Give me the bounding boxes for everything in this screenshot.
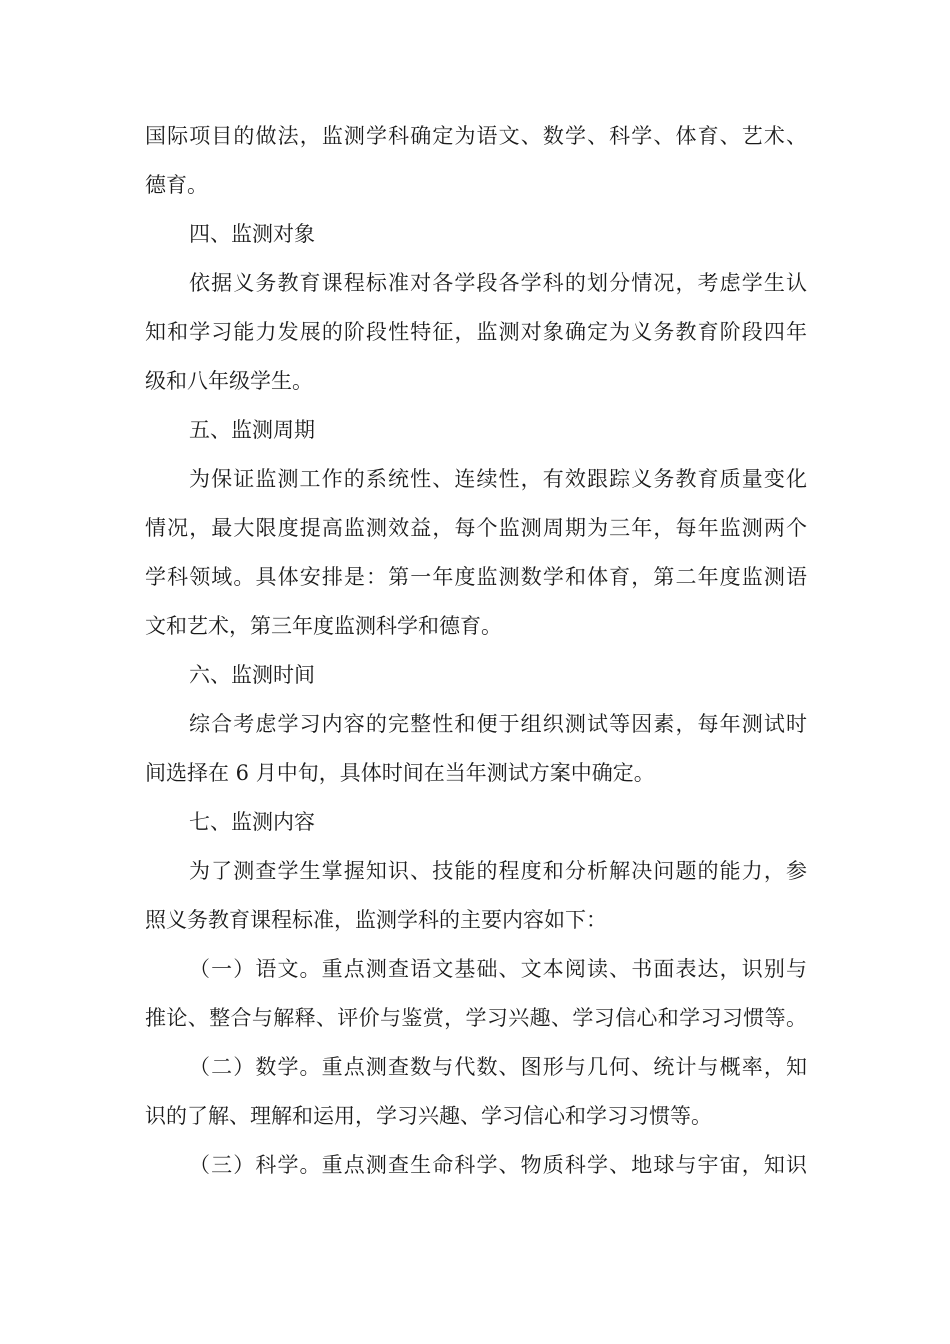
paragraph-line: 推论、整合与解释、评价与鉴赏，学习兴趣、学习信心和学习习惯等。	[145, 1006, 807, 1030]
paragraph-line: 级和八年级学生。	[145, 369, 313, 393]
paragraph-line: 国际项目的做法，监测学科确定为语文、数学、科学、体育、艺术、	[145, 124, 807, 148]
paragraph-line: 德育。	[145, 173, 208, 197]
section-heading: 五、监测周期	[189, 418, 315, 442]
paragraph-line: （二）数学。重点测查数与代数、图形与几何、统计与概率，知	[189, 1055, 807, 1079]
paragraph-line: 为保证监测工作的系统性、连续性，有效跟踪义务教育质量变化	[189, 467, 807, 491]
section-heading: 四、监测对象	[189, 222, 315, 246]
paragraph-line: 知和学习能力发展的阶段性特征，监测对象确定为义务教育阶段四年	[145, 320, 807, 344]
paragraph-line: 学科领域。具体安排是：第一年度监测数学和体育，第二年度监测语	[145, 565, 807, 589]
paragraph-line: 为了测查学生掌握知识、技能的程度和分析解决问题的能力，参	[189, 859, 807, 883]
paragraph-line: 文和艺术，第三年度监测科学和德育。	[145, 614, 502, 638]
paragraph-line: 间选择在 6 月中旬，具体时间在当年测试方案中确定。	[145, 761, 655, 785]
paragraph-line: 情况，最大限度提高监测效益，每个监测周期为三年，每年监测两个	[145, 516, 807, 540]
document-body	[145, 112, 807, 1190]
paragraph-line: 综合考虑学习内容的完整性和便于组织测试等因素，每年测试时	[189, 712, 807, 736]
section-heading: 六、监测时间	[189, 663, 315, 687]
paragraph-line: （三）科学。重点测查生命科学、物质科学、地球与宇宙，知识	[189, 1153, 807, 1177]
section-heading: 七、监测内容	[189, 810, 315, 834]
paragraph-line: 依据义务教育课程标准对各学段各学科的划分情况，考虑学生认	[189, 271, 807, 295]
paragraph-line: 识的了解、理解和运用，学习兴趣、学习信心和学习习惯等。	[145, 1104, 712, 1128]
paragraph-line: 照义务教育课程标准，监测学科的主要内容如下：	[145, 908, 607, 932]
paragraph-line: （一）语文。重点测查语文基础、文本阅读、书面表达，识别与	[189, 957, 807, 981]
